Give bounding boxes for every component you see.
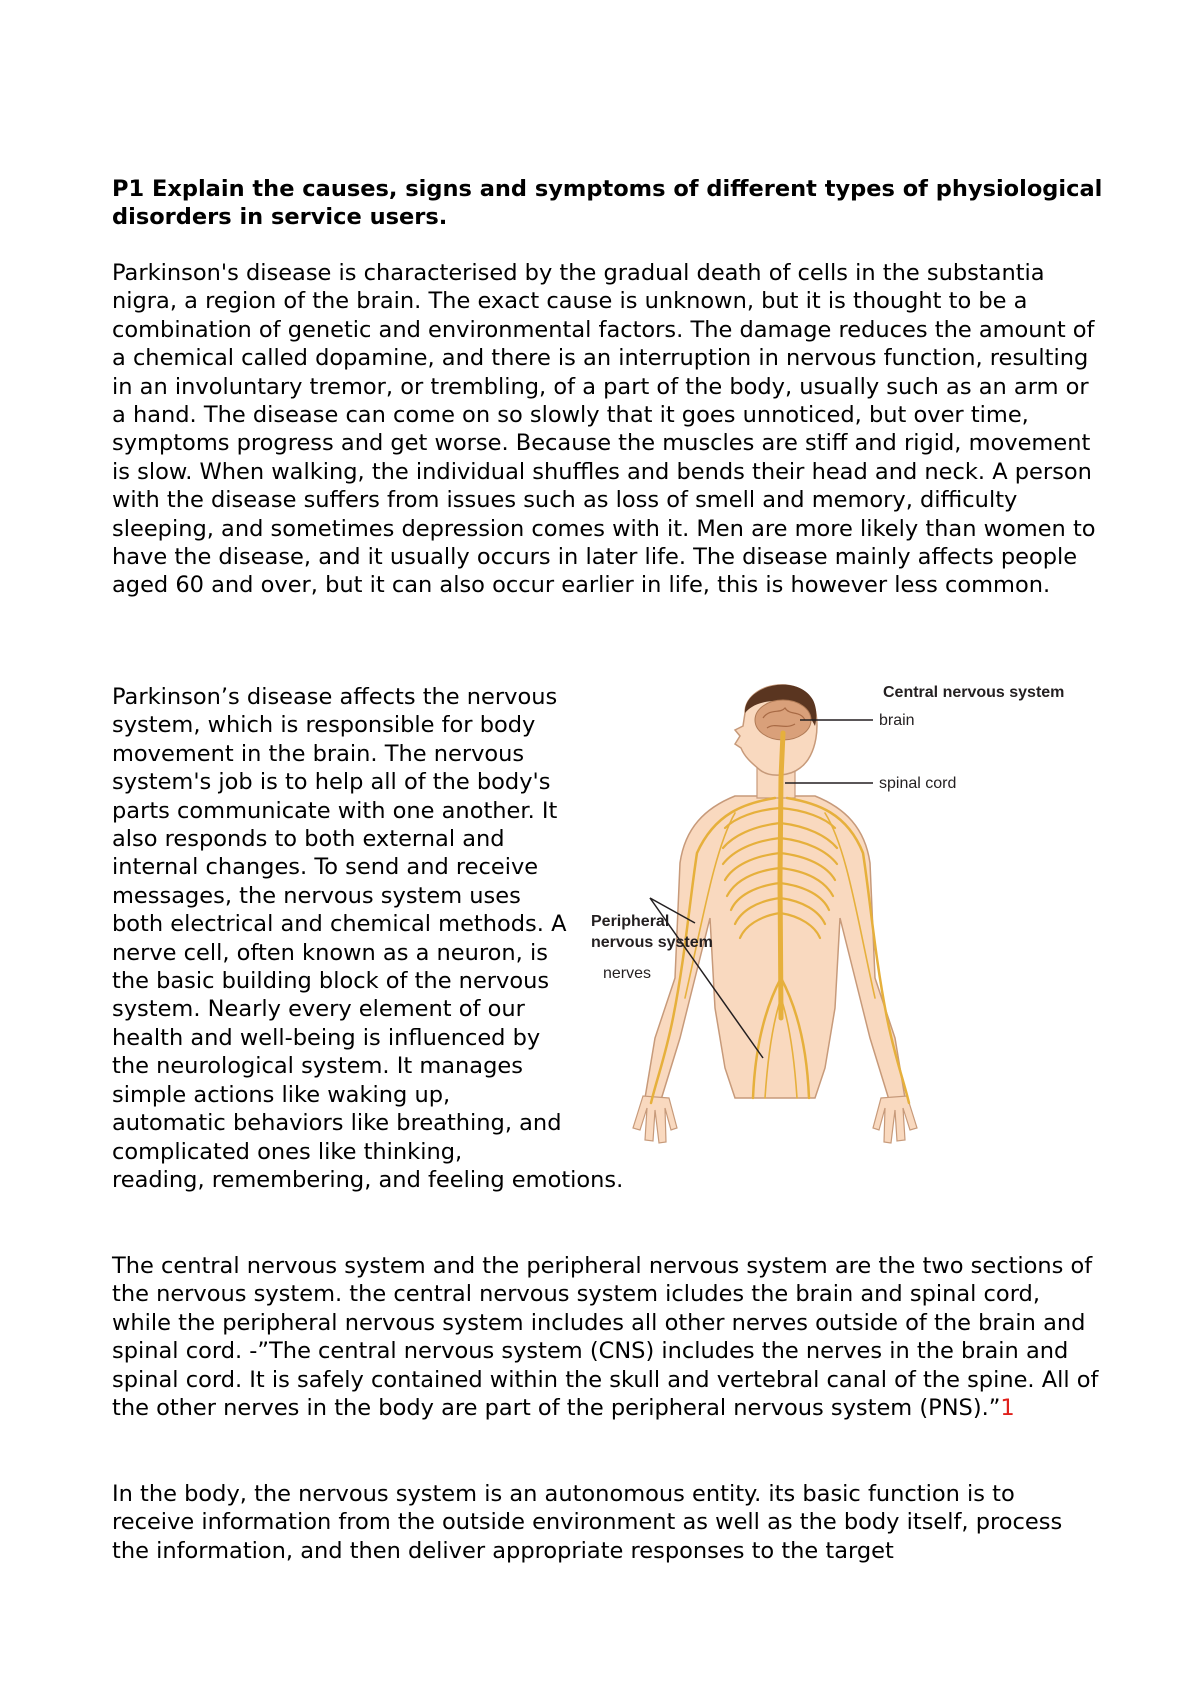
nervous-system-diagram — [585, 678, 1105, 1178]
paragraph-cns-pns — [112, 1252, 1102, 1422]
label-spinal-cord: spinal cord — [879, 775, 957, 792]
label-nerves: nerves — [603, 965, 652, 982]
label-peripheral: Peripheral — [591, 913, 670, 930]
footnote-reference[interactable]: 1 — [1000, 1395, 1015, 1422]
paragraph-nervous-system-body: Parkinson’s disease affects the nervous system, which is responsible for body movement in the brain. The nervous system's job is to help all of the body's parts communicate with one another. It also responds to both external and internal changes. To send and receive messages, the nervous system uses both electrical and chemical methods. A nerve cell, often known as a neuron, is the basic building block of the nervous system. Nearly every element of our health and well-being is influenced by the neurological system. It manages simple actions like waking up, automatic behaviors like breathing, and complicated ones like thinking, — [112, 684, 567, 1165]
figure-title: Central nervous system — [883, 684, 1065, 701]
paragraph-nervous-system-tail: reading, remembering, and feeling emotions. — [112, 1166, 624, 1193]
paragraph-autonomous-entity: In the body, the nervous system is an autonomous entity. its basic function is to receive information from the outside environment as well as the body itself, process the information, and then deliver appropriate responses to the target — [112, 1481, 1063, 1564]
nervous-system-illustration — [585, 678, 1105, 1178]
paragraph-parkinsons-causes: Parkinson's disease is characterised by the gradual death of cells in the substantia nigra, a region of the brain. The exact cause is unknown, but it is thought to be a combination of genetic and environmental factors. The damage reduces the amount of a chemical called dopamine, and there is an interruption in nervous function, resulting in an involuntary tremor, or trembling, of a part of the body, usually such as an arm or a hand. The disease can come on so slowly that it goes unnoticed, but over time, symptoms progress and get worse. Because the muscles are stiff and rigid, movement is slow. When walking, the individual shuffles and bends their head and neck. A person with the disease suffers from issues such as loss of smell and memory, difficulty sleeping, and sometimes depression comes with it. Men are more likely than women to have the disease, and it usually occurs in later life. The disease mainly affects people aged 60 and over, but it can also occur earlier in life, this is however less common. — [112, 260, 1096, 599]
label-brain: brain — [879, 712, 915, 729]
page-heading: P1 Explain the causes, signs and symptoms of different types of physiological disorders in service users. — [112, 176, 1103, 230]
paragraph-cns-pns-body: The central nervous system and the peripheral nervous system are the two sections of the nervous system. the central nervous system icludes the brain and spinal cord, while the peripheral nervous system includes all other nerves outside of the brain and spinal cord. -”The central nervous system (CNS) includes the nerves in the brain and spinal cord. It is safely contained within the skull and vertebral canal of the spine. All of the other nerves in the body are part of the peripheral nervous system (PNS).” — [112, 1253, 1099, 1422]
label-nervous-system: nervous system — [591, 934, 713, 951]
